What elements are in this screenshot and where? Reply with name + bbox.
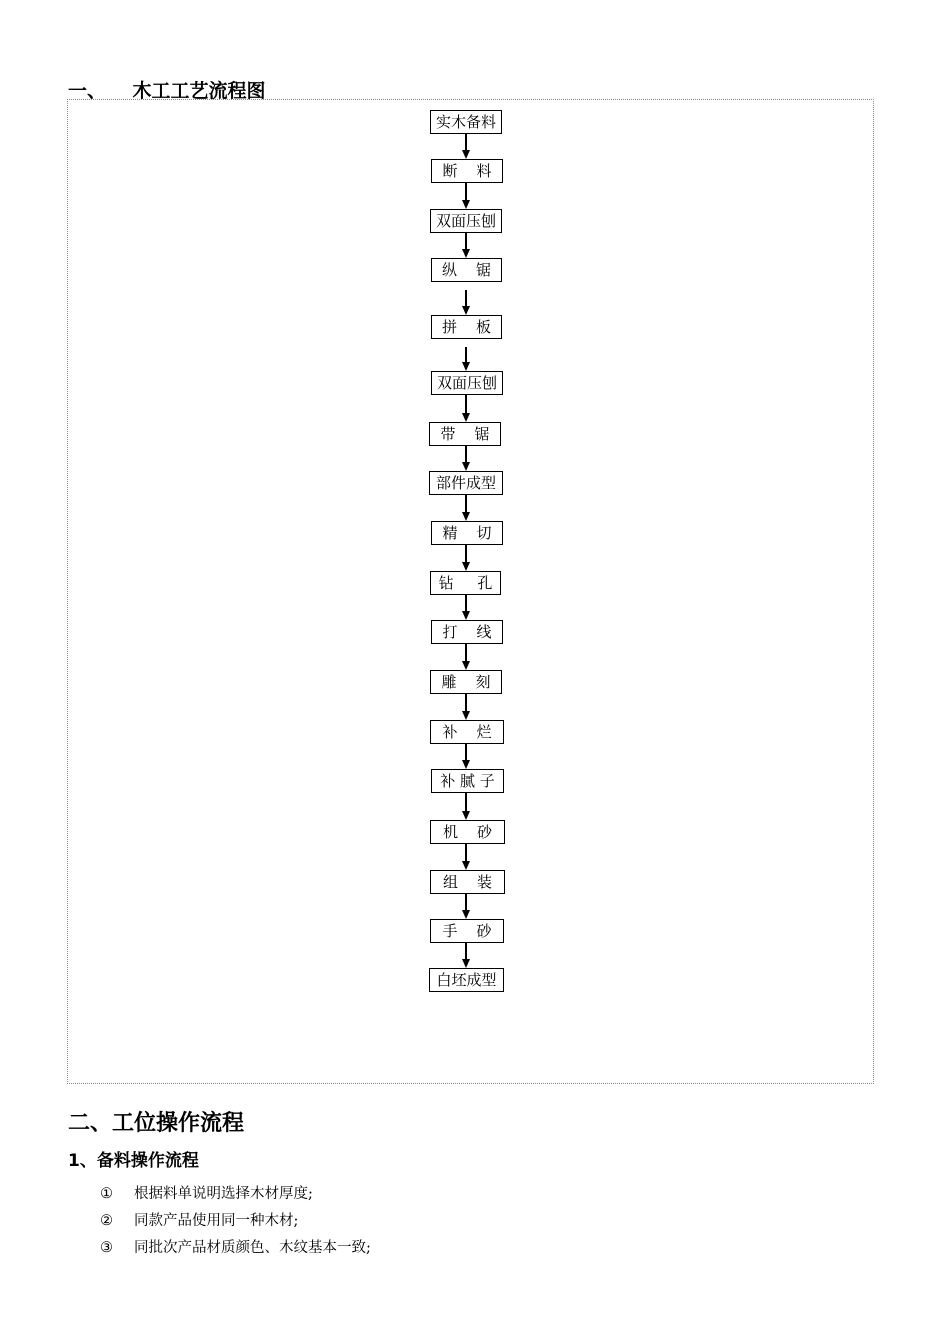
flow-arrow-line xyxy=(465,694,466,711)
flow-step-10: 钻 孔 xyxy=(430,571,501,595)
flow-arrow-line xyxy=(465,183,466,200)
flow-arrow-head-icon xyxy=(462,462,470,471)
flow-step-5: 拼 板 xyxy=(431,315,502,339)
flow-arrow-head-icon xyxy=(462,910,470,919)
list-item xyxy=(100,1181,371,1208)
flow-arrow-line xyxy=(465,233,466,249)
flow-arrow-line xyxy=(465,744,466,760)
flow-arrow-head-icon xyxy=(462,611,470,620)
flow-step-9: 精 切 xyxy=(431,521,503,545)
list-item-text: 同款产品使用同一种木材; xyxy=(134,1213,299,1229)
flow-arrow-line xyxy=(465,446,466,462)
list-item-number: ③ xyxy=(100,1240,113,1256)
flow-arrow-head-icon xyxy=(462,760,470,769)
flow-step-2: 断 料 xyxy=(431,159,503,183)
flow-step-18: 白坯成型 xyxy=(429,968,504,992)
flow-arrow-head-icon xyxy=(462,362,470,371)
flow-arrow-line xyxy=(465,134,466,150)
flow-step-14: 补 腻 子 xyxy=(431,769,504,793)
flow-step-15: 机 砂 xyxy=(430,820,505,844)
flow-arrow-head-icon xyxy=(462,150,470,159)
flow-arrow-head-icon xyxy=(462,711,470,720)
list-item-text: 同批次产品材质颜色、木纹基本一致; xyxy=(134,1240,371,1256)
flow-arrow-head-icon xyxy=(462,413,470,422)
flow-arrow-head-icon xyxy=(462,200,470,209)
flow-arrow-head-icon xyxy=(462,861,470,870)
list-item-text: 根据料单说明选择木材厚度; xyxy=(134,1186,313,1202)
flow-arrow-head-icon xyxy=(462,661,470,670)
flow-step-4: 纵 锯 xyxy=(431,258,502,282)
list-item xyxy=(100,1208,371,1235)
flow-step-17: 手 砂 xyxy=(430,919,504,943)
section-2-title: 二、工位操作流程 xyxy=(68,1111,245,1136)
flow-arrow-line xyxy=(465,844,466,861)
flow-arrow-line xyxy=(465,793,466,811)
subsection-title: 1、备料操作流程 xyxy=(68,1151,199,1171)
flow-arrow-line xyxy=(465,347,466,362)
flow-step-13: 补 烂 xyxy=(430,720,504,744)
flow-arrow-line xyxy=(465,290,466,306)
flow-arrow-head-icon xyxy=(462,512,470,521)
flow-arrow-line xyxy=(465,943,466,959)
flow-step-7: 带 锯 xyxy=(429,422,501,446)
flow-step-3: 双面压刨 xyxy=(430,209,502,233)
flow-arrow-line xyxy=(465,545,466,562)
list-item xyxy=(100,1235,371,1262)
flow-arrow-line xyxy=(465,495,466,512)
flow-arrow-head-icon xyxy=(462,249,470,258)
flow-step-16: 组 装 xyxy=(430,870,505,894)
flow-arrow-head-icon xyxy=(462,811,470,820)
flow-arrow-line xyxy=(465,894,466,910)
flow-step-8: 部件成型 xyxy=(429,471,503,495)
flow-arrow-head-icon xyxy=(462,562,470,571)
flow-arrow-line xyxy=(465,644,466,661)
flow-step-11: 打 线 xyxy=(431,620,503,644)
flow-step-1: 实木备料 xyxy=(430,110,502,134)
list-item-number: ① xyxy=(100,1186,113,1202)
procedure-list xyxy=(100,1181,371,1262)
section-1-title: 一、 木工工艺流程图 xyxy=(68,80,266,102)
flow-arrow-line xyxy=(465,595,466,611)
flow-arrow-line xyxy=(465,395,466,413)
flow-arrow-head-icon xyxy=(462,959,470,968)
flow-arrow-head-icon xyxy=(462,306,470,315)
flow-step-6: 双面压刨 xyxy=(431,371,503,395)
list-item-number: ② xyxy=(100,1213,113,1229)
flow-step-12: 雕 刻 xyxy=(430,670,502,694)
